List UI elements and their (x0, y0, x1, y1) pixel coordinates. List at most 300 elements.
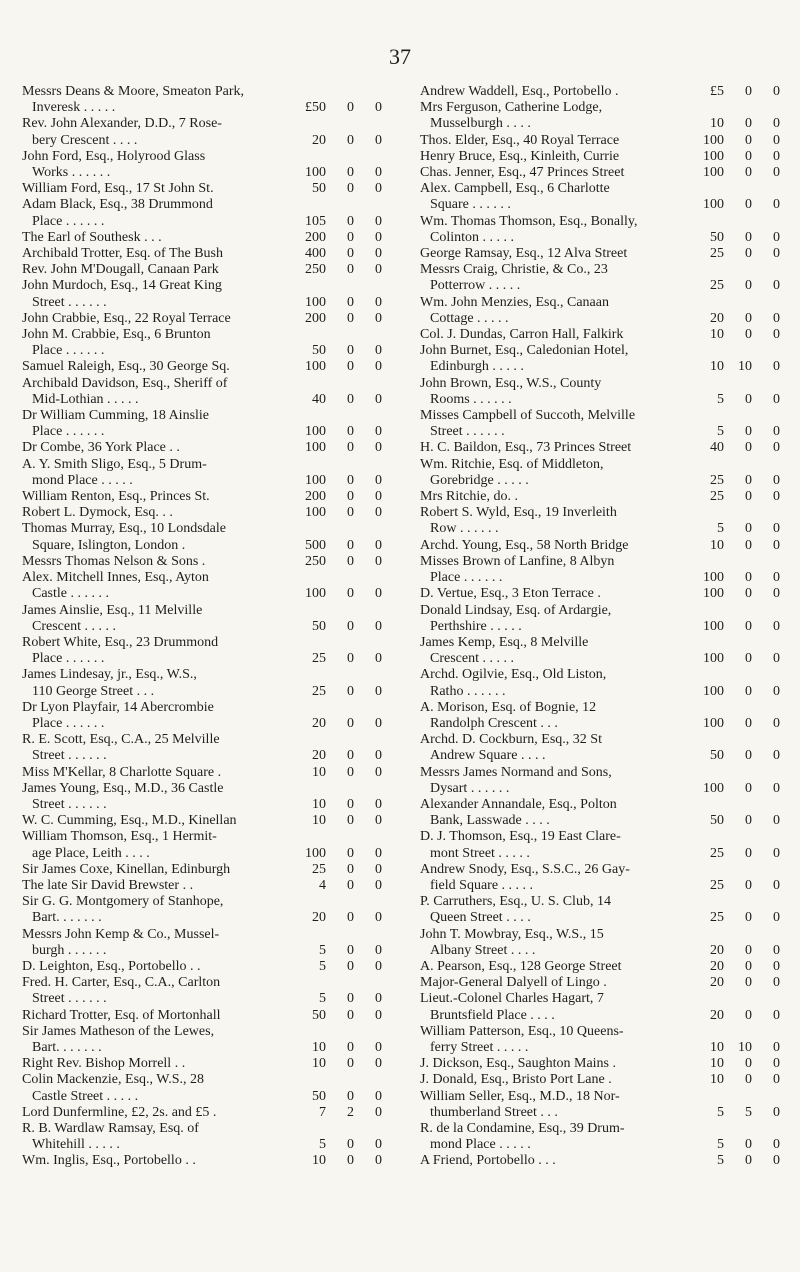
amount-shillings: 0 (347, 343, 354, 359)
amount (286, 619, 382, 635)
entry-line: Bart. . . . . . . (32, 1039, 102, 1055)
amount-shillings: 0 (347, 262, 354, 278)
amount-shillings: 0 (745, 651, 752, 667)
entry-line: Andrew Waddell, Esq., Portobello . (420, 84, 619, 99)
entry-line: Archibald Davidson, Esq., Sheriff of (22, 375, 228, 391)
entry-line: Albany Street . . . . (430, 942, 536, 958)
amount (684, 684, 780, 700)
amount (286, 538, 382, 554)
entry-line: Street . . . . . . (32, 796, 107, 812)
entry-line: Mid-Lothian . . . . . (32, 391, 139, 407)
amount-pence: 0 (375, 1056, 382, 1072)
amount-pence: 0 (773, 942, 780, 958)
entry-line: Dr Combe, 36 York Place . . (22, 440, 180, 456)
amount-shillings: 0 (347, 1007, 354, 1023)
amount-shillings: 0 (347, 764, 354, 780)
amount-pounds: 10 (312, 1056, 326, 1072)
amount (286, 1040, 382, 1056)
amount-pounds: 10 (312, 764, 326, 780)
amount-pence: 0 (773, 975, 780, 991)
entry-line: Mrs Ritchie, do. . (420, 489, 518, 505)
amount-pence: 0 (773, 958, 780, 974)
amount-pounds: 10 (710, 327, 724, 343)
subscriber-entry (22, 635, 382, 667)
amount-pounds: 100 (703, 683, 724, 699)
amount-pence: 0 (375, 1104, 382, 1120)
entry-line: ferry Street . . . . . (430, 1039, 529, 1055)
entry-line: J. Donald, Esq., Bristo Port Lane . (420, 1072, 612, 1088)
amount-pence: 0 (773, 1072, 780, 1088)
amount (684, 570, 780, 586)
amount-pence: 0 (375, 764, 382, 780)
amount (286, 748, 382, 764)
amount-pence: 0 (375, 861, 382, 877)
amount (286, 586, 382, 602)
entry-line: Misses Campbell of Succoth, Melville (420, 408, 636, 424)
subscriber-entry (420, 295, 780, 327)
amount-shillings: 0 (745, 1007, 752, 1023)
amount-pounds: 25 (710, 877, 724, 893)
amount-shillings: 0 (347, 651, 354, 667)
amount (684, 748, 780, 764)
subscriber-entry (420, 894, 780, 926)
amount-pence: 0 (375, 472, 382, 488)
amount-shillings: 0 (745, 845, 752, 861)
amount (684, 165, 780, 181)
amount-pence: 0 (773, 359, 780, 375)
amount-shillings: 0 (347, 229, 354, 245)
subscriber-entry (22, 1072, 382, 1104)
subscriber-entry (420, 603, 780, 635)
subscriber-entry (22, 554, 382, 570)
entry-line: Henry Bruce, Esq., Kinleith, Currie (420, 148, 620, 164)
amount-pence: 0 (375, 262, 382, 278)
entry-line: Sir James Matheson of the Lewes, (22, 1023, 215, 1039)
amount-pounds: 25 (710, 472, 724, 488)
amount-pounds: 50 (312, 1088, 326, 1104)
subscriber-entry (22, 149, 382, 181)
amount-shillings: 10 (738, 359, 752, 375)
amount (286, 262, 382, 278)
subscriber-entry (420, 927, 780, 959)
amount (286, 765, 382, 781)
amount-pence: 0 (773, 748, 780, 764)
amount-shillings: 0 (347, 748, 354, 764)
subscriber-entry (420, 84, 780, 100)
amount-pence: 0 (773, 246, 780, 262)
entry-line: Crescent . . . . . (32, 618, 116, 634)
amount-pounds: 100 (703, 570, 724, 586)
amount-pence: 0 (375, 132, 382, 148)
amount-pounds: 50 (312, 1007, 326, 1023)
subscriber-entry (22, 84, 382, 116)
amount-pounds: 20 (710, 310, 724, 326)
amount (684, 586, 780, 602)
amount (684, 619, 780, 635)
amount-shillings: 0 (347, 489, 354, 505)
amount-shillings: 0 (745, 715, 752, 731)
entry-line: Robert White, Esq., 23 Drummond (22, 634, 219, 650)
entry-line: Archd. Young, Esq., 58 North Bridge (420, 537, 629, 553)
entry-line: R. B. Wardlaw Ramsay, Esq. of (22, 1121, 199, 1136)
amount-pence: 0 (375, 229, 382, 245)
amount-pence: 0 (773, 84, 780, 99)
amount-pounds: 5 (717, 1153, 724, 1169)
amount-pounds: 25 (710, 910, 724, 926)
amount-pounds: 25 (710, 489, 724, 505)
amount-shillings: 0 (745, 229, 752, 245)
amount-pounds: 100 (703, 165, 724, 181)
amount-pence: 0 (375, 1039, 382, 1055)
amount-pence: 0 (375, 246, 382, 262)
amount-shillings: 0 (347, 1039, 354, 1055)
amount-pounds: 10 (710, 116, 724, 132)
amount (684, 846, 780, 862)
amount-shillings: 0 (745, 1072, 752, 1088)
entry-line: Street . . . . . . (430, 424, 505, 440)
amount-pounds: 40 (312, 391, 326, 407)
entry-line: John Burnet, Esq., Caledonian Hotel, (420, 343, 629, 359)
amount-pence: 0 (375, 618, 382, 634)
entry-line: Major-General Dalyell of Lingo . (420, 975, 607, 991)
amount-shillings: 0 (745, 537, 752, 553)
amount (684, 910, 780, 926)
amount-pounds: 100 (703, 651, 724, 667)
subscriber-entry (22, 278, 382, 310)
amount-pounds: 25 (710, 278, 724, 294)
amount (286, 943, 382, 959)
amount-shillings: 0 (347, 310, 354, 326)
amount (286, 214, 382, 230)
amount-shillings: 0 (745, 618, 752, 634)
subscriber-entry (420, 635, 780, 667)
amount (684, 716, 780, 732)
amount (684, 230, 780, 246)
amount (684, 521, 780, 537)
entry-line: Rev. John Alexander, D.D., 7 Rose- (22, 116, 222, 132)
amount-pounds: 20 (710, 958, 724, 974)
entry-line: Sir G. G. Montgomery of Stanhope, (22, 894, 224, 910)
amount (286, 246, 382, 262)
entry-line: Bruntsfield Place . . . . (430, 1007, 555, 1023)
amount-shillings: 0 (347, 505, 354, 521)
entry-line: Crescent . . . . . (430, 651, 514, 667)
amount-shillings: 0 (745, 440, 752, 456)
subscriber-entry (22, 230, 382, 246)
amount (684, 197, 780, 213)
amount (286, 133, 382, 149)
amount-shillings: 0 (745, 148, 752, 164)
amount-shillings: 0 (745, 197, 752, 213)
amount-pounds: 40 (710, 440, 724, 456)
amount-pence: 0 (375, 651, 382, 667)
entry-line: Cottage . . . . . (430, 310, 509, 326)
amount (286, 165, 382, 181)
amount (684, 1008, 780, 1024)
amount-pounds: 10 (710, 537, 724, 553)
amount (286, 343, 382, 359)
amount-shillings: 0 (745, 84, 752, 99)
amount-pence: 0 (773, 116, 780, 132)
amount-shillings: 0 (745, 748, 752, 764)
amount-pounds: 5 (319, 942, 326, 958)
amount-pounds: 25 (312, 683, 326, 699)
subscriber-entry (22, 894, 382, 926)
amount-pence: 0 (375, 1007, 382, 1023)
amount-pounds: 10 (312, 796, 326, 812)
amount (286, 684, 382, 700)
amount-pence: 0 (773, 1137, 780, 1153)
amount-pence: 0 (773, 327, 780, 343)
subscriber-entry (22, 505, 382, 521)
subscriber-entry (420, 991, 780, 1023)
entry-line: Edinburgh . . . . . (430, 359, 524, 375)
amount-pence: 0 (773, 229, 780, 245)
amount-shillings: 0 (745, 1056, 752, 1072)
amount-pounds: 50 (710, 813, 724, 829)
amount-pounds: 100 (305, 440, 326, 456)
amount-pence: 0 (773, 586, 780, 602)
subscriber-entry (22, 311, 382, 327)
amount (684, 149, 780, 165)
entry-line: James Ainslie, Esq., 11 Melville (22, 602, 203, 618)
entry-line: Messrs Deans & Moore, Smeaton Park, (22, 84, 245, 99)
amount (684, 651, 780, 667)
entry-line: William Thomson, Esq., 1 Hermit- (22, 829, 217, 845)
amount-pounds: 10 (312, 1153, 326, 1169)
subscriber-entry (22, 927, 382, 959)
subscriber-entry (420, 181, 780, 213)
entry-line: Rooms . . . . . . (430, 391, 512, 407)
amount (286, 716, 382, 732)
entry-line: Wm. Thomas Thomson, Esq., Bonally, (420, 213, 638, 229)
subscriber-entry (420, 1056, 780, 1072)
entry-line: Messrs James Normand and Sons, (420, 764, 612, 780)
amount-pence: 0 (773, 651, 780, 667)
entry-line: A. Y. Smith Sligo, Esq., 5 Drum- (22, 456, 207, 472)
amount-pence: 0 (773, 877, 780, 893)
entry-line: Square, Islington, London . (32, 537, 186, 553)
entry-line: Street . . . . . . (32, 991, 107, 1007)
amount-shillings: 0 (745, 942, 752, 958)
amount-shillings: 0 (745, 975, 752, 991)
entry-line: P. Carruthers, Esq., U. S. Club, 14 (420, 894, 611, 910)
entry-line: Place . . . . . . (32, 424, 105, 440)
entry-line: Messrs Craig, Christie, & Co., 23 (420, 262, 608, 278)
left-column (22, 84, 382, 1170)
subscriber-entry (420, 343, 780, 375)
amount (684, 424, 780, 440)
entry-line: The late Sir David Brewster . . (22, 877, 194, 893)
amount (684, 1040, 780, 1056)
entry-line: Fred. H. Carter, Esq., C.A., Carlton (22, 975, 221, 991)
subscriber-entry (22, 667, 382, 699)
amount-pounds: 10 (710, 1056, 724, 1072)
subscriber-entry (22, 829, 382, 861)
amount-pence: 0 (375, 942, 382, 958)
amount-pounds: 200 (305, 489, 326, 505)
amount-pounds: 10 (710, 359, 724, 375)
amount-pence: 0 (773, 813, 780, 829)
subscriber-entry (22, 489, 382, 505)
amount-pence: 0 (773, 1153, 780, 1169)
amount-shillings: 5 (745, 1104, 752, 1120)
amount-pounds: 200 (305, 229, 326, 245)
entry-line: John Murdoch, Esq., 14 Great King (22, 278, 222, 294)
entry-line: Place . . . . . . (32, 651, 105, 667)
amount-pounds: £5 (710, 84, 724, 99)
subscriber-entry (22, 327, 382, 359)
amount-pounds: 100 (703, 586, 724, 602)
subscriber-entry (420, 505, 780, 537)
entry-line: Robert L. Dymock, Esq. . . (22, 505, 173, 521)
entry-line: Whitehill . . . . . (32, 1137, 120, 1153)
amount-pence: 0 (375, 877, 382, 893)
amount (286, 651, 382, 667)
entry-line: Lieut.-Colonel Charles Hagart, 7 (420, 991, 604, 1007)
entry-line: Wm. John Menzies, Esq., Canaan (420, 294, 609, 310)
amount (286, 505, 382, 521)
amount-pence: 0 (773, 424, 780, 440)
amount (684, 489, 780, 505)
amount (286, 489, 382, 505)
entry-line: John Crabbie, Esq., 22 Royal Terrace (22, 310, 231, 326)
amount (684, 278, 780, 294)
amount-shillings: 0 (745, 165, 752, 181)
subscriber-entry (420, 149, 780, 165)
amount-shillings: 0 (347, 213, 354, 229)
entry-line: Miss M'Kellar, 8 Charlotte Square . (22, 764, 222, 780)
amount-pounds: 50 (312, 343, 326, 359)
amount (286, 392, 382, 408)
amount-pence: 0 (773, 1007, 780, 1023)
subscriber-entry (22, 862, 382, 878)
subscriber-entry (420, 1072, 780, 1088)
amount-pence: 0 (773, 278, 780, 294)
amount-pence: 0 (375, 813, 382, 829)
entry-line: 110 George Street . . . (32, 683, 155, 699)
amount-pounds: 5 (717, 1137, 724, 1153)
entry-line: D. Vertue, Esq., 3 Eton Terrace . (420, 586, 601, 602)
entry-line: D. Leighton, Esq., Portobello . . (22, 958, 201, 974)
amount (684, 1056, 780, 1072)
amount-pence: 0 (773, 132, 780, 148)
amount (286, 846, 382, 862)
amount-shillings: 0 (745, 683, 752, 699)
amount-pounds: 100 (703, 148, 724, 164)
entry-line: Queen Street . . . . (430, 910, 531, 926)
amount (684, 1072, 780, 1088)
amount-pounds: 400 (305, 246, 326, 262)
subscriber-entry (22, 246, 382, 262)
amount-pounds: 5 (717, 521, 724, 537)
amount (684, 473, 780, 489)
amount (684, 1137, 780, 1153)
amount-shillings: 0 (745, 780, 752, 796)
amount-pounds: 20 (710, 975, 724, 991)
amount-pounds: 50 (710, 229, 724, 245)
entry-line: R. E. Scott, Esq., C.A., 25 Melville (22, 732, 220, 748)
amount-shillings: 0 (347, 165, 354, 181)
amount-pence: 0 (375, 1137, 382, 1153)
amount-pounds: 100 (703, 132, 724, 148)
entry-line: bery Crescent . . . . (32, 132, 138, 148)
amount-pence: 0 (375, 683, 382, 699)
amount-pence: 0 (773, 1104, 780, 1120)
amount-shillings: 0 (745, 910, 752, 926)
amount (684, 311, 780, 327)
amount (286, 100, 382, 116)
subscriber-entry (420, 133, 780, 149)
amount-pounds: 5 (319, 991, 326, 1007)
amount-pounds: 105 (305, 213, 326, 229)
subscriber-entry (22, 181, 382, 197)
amount-pence: 0 (375, 489, 382, 505)
subscriber-entry (420, 262, 780, 294)
amount-shillings: 0 (347, 715, 354, 731)
entry-line: Rev. John M'Dougall, Canaan Park (22, 262, 219, 278)
amount-shillings: 0 (347, 391, 354, 407)
entry-line: Wm. Ritchie, Esq. of Middleton, (420, 456, 604, 472)
entry-line: W. C. Cumming, Esq., M.D., Kinellan (22, 813, 237, 829)
entry-line: Right Rev. Bishop Morrell . . (22, 1056, 186, 1072)
entry-line: Misses Brown of Lanfine, 8 Albyn (420, 553, 615, 569)
amount (286, 440, 382, 456)
amount-pounds: 4 (319, 877, 326, 893)
amount-pence: 0 (375, 958, 382, 974)
amount (286, 878, 382, 894)
amount (286, 1008, 382, 1024)
subscriber-entry (420, 797, 780, 829)
amount-pence: 0 (375, 100, 382, 116)
subscriber-entry (420, 214, 780, 246)
subscriber-entry (420, 829, 780, 861)
amount (684, 959, 780, 975)
amount-shillings: 0 (347, 910, 354, 926)
subscriber-entry (420, 489, 780, 505)
amount-shillings: 0 (745, 278, 752, 294)
amount-shillings: 0 (347, 1137, 354, 1153)
amount-pounds: 10 (710, 1072, 724, 1088)
amount-shillings: 0 (347, 181, 354, 197)
entry-line: Sir James Coxe, Kinellan, Edinburgh (22, 861, 231, 877)
amount (286, 797, 382, 813)
entry-line: A. Morison, Esq. of Bognie, 12 (420, 699, 597, 715)
amount-pence: 0 (773, 165, 780, 181)
subscriber-entry (420, 100, 780, 132)
amount-shillings: 0 (347, 845, 354, 861)
amount-pence: 0 (375, 910, 382, 926)
amount-pence: 0 (375, 343, 382, 359)
entry-line: H. C. Baildon, Esq., 73 Princes Street (420, 440, 632, 456)
entry-line: George Ramsay, Esq., 12 Alva Street (420, 246, 628, 262)
entry-line: A Friend, Portobello . . . (420, 1153, 556, 1169)
amount-shillings: 0 (347, 796, 354, 812)
amount-pounds: 250 (305, 553, 326, 569)
amount-pounds: 100 (703, 618, 724, 634)
amount (684, 943, 780, 959)
amount-shillings: 0 (347, 537, 354, 553)
entry-line: Col. J. Dundas, Carron Hall, Falkirk (420, 327, 624, 343)
amount-pence: 0 (773, 521, 780, 537)
entry-line: Thos. Elder, Esq., 40 Royal Terrace (420, 132, 620, 148)
amount-pounds: 50 (312, 181, 326, 197)
amount (286, 991, 382, 1007)
amount-shillings: 0 (745, 327, 752, 343)
amount-pounds: 10 (312, 1039, 326, 1055)
amount-pounds: 20 (312, 748, 326, 764)
entry-line: Perthshire . . . . . (430, 618, 522, 634)
